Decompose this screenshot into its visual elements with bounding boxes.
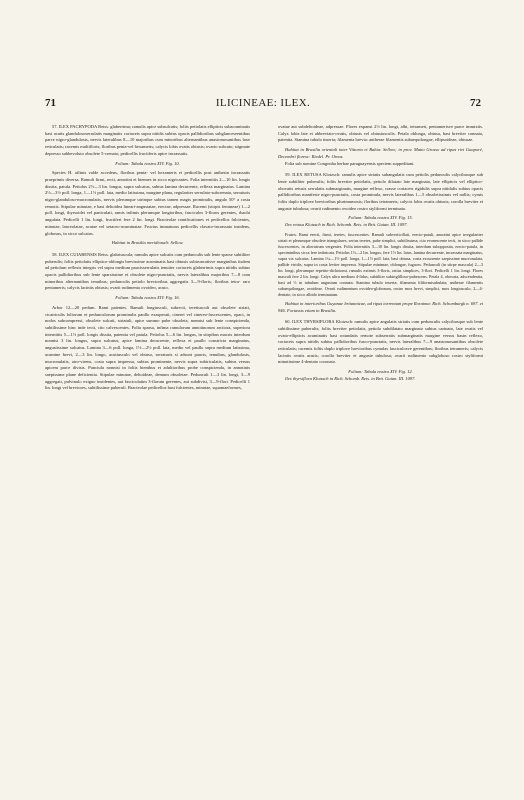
species-58-habitat: Habitat in Brasilia orientali inter Vittoria et Bahia: Sellow; in prov. Matto Grosso ad ripas rivi Guaporé, Decembri floresc: Riedel. Pr. Oreas. xyxy=(278,147,483,159)
species-60-citation: Ilex thyrsiflora Klotzsch in Rich. Schomb. Reis. in Brit. Guian. III. 1097. xyxy=(285,375,416,381)
species-57-plate-reference: Folium: Tabula nostra XIV. Fig. 10. xyxy=(115,160,180,166)
page-number-right: 72 xyxy=(470,97,481,109)
species-58-diagnosis: 58. ILEX CUIABENSIS Reiss. glabriuscula; ramulis apice sulcatis cum pedunculis sub lente sparse subtiliter puberulis; foliis petiolatis elliptico-oblongis brevissime acuminatis basi obtusis subtruncatisve marginibus iisdem ad petiolum reflexis integris vel supra medium paucisserrulatis tenuiter coriaceis glaberrimis supra nitidis subtus opacis pallidioribus sub lente sparsissime et obsolete nigro-punctatis, nervis lateralibus majoribus 7—8 cum minoribus alternantibus tenuibus; pedunculis petiolo brevioribus aggregatis 3—9-floris; floribus tetra- raro pentameris; calycis laciniis obtusis; ovarii rudimento ovoideo, acuto. xyxy=(45,251,250,291)
species-58-description: Arbor 12—20 pedum. Rami patentes. Ramuli longiusculi, subrecti, teretiusculi aut obsolete striati, cicatriculis foliorum et pedunculorum prominulis paullo exasperati, cinerei vel cinereo-fuscescentes, opaci, in nodos subcompressi, obsolete sulcati, striatuli, apice summo pube obsoleta, nonnisi sub lente conspicienda, subtilissime hinc inde tecti, cito calvescentes. Folia sparsa, infima ramulorum annotinorum arctiora, superiora internitiis 5—1½ poll. longis dissita, patentia vel patula. Petiolus 5—6 lin. longus, in stirpibus macris interdum nonnisi 3 lin. longus, supra sulcatus, apice lamina decurrente, reflexa et paullo constricta marginatus, angustissime sulcatus. Lamina 3—6 poll. longa, 1½—2½ poll. lata, medio vel paullo supra medium latissima, acumine brevi, 2—3 lin. longo, acutiusculo vel obtuso, serraturis si adsunt paucis, tenuibus, glandulosis, mucronulatis, atro-virens, costa supra impressa, subtus prominente, nervis supra subtriculatis, subtus versus apicem parce divisis. Punctula nonnisi in foliis bienibus et adultioribus probe conspicienda, in annotinis saepissime plane deficientia. Stipulae minutae, deltoideae, demum obsoletae. Pedunculi 1—3 lin. longi, 3—9 aggregati, pulvinulo exiguo insidentes, aut fasciculatim 3-florum gerentes, aut subdivisi, 3—9-flori. Pedicelli 1 lin. longi vel breviores, subtilissime puberuli. Bracteolae pedicellos basi fulcientes, minutae, squamaeformes, xyxy=(45,304,250,391)
page-number-left: 71 xyxy=(45,97,56,109)
species-59-plate-reference: Folium: Tabula nostra XIV. Fig. 15. xyxy=(348,215,413,221)
species-60-diagnosis: 60. ILEX THYRSIFLORA Klotzsch: ramulis apice angulatis striatis cum pedunculis calycibusque sub lente subtilissime puberulis; foliis breviter petiolatis, petiolo subdilatato marginato subtus carinato, late ovatis vel ovato-ellipticis acuminatis basi rotundatis remote subserratis submarginatis margine versus basin reflexo, coriaceis supra nitidis subtus pallidioribus fusco-punctatis, nervis lateralibus 7—9 anastomosantibus obsolete reticulatis; racemis foliis duplo triplove brevioribus cymulas fasciculosve gerentibus; floribus tetrameris; calycis laciniis ovatis acutis; corolla breviter et anguste tubulosa; ovarii rudimento subgloboso rostro styliformi minutissime 4-dentato coronato. xyxy=(278,319,483,365)
species-59-description: Frutex. Rami erecti, firmi, teretes, fuscescentes. Ramuli subverticillati, erecto-patuli, annotini apice irregulariter striati et plerumque obsolete triangulares, serius teretes, pube simplici, subtilissima, cito evanescente tecti, in sicco pallide fuscescentes, in alterutrum vergentes. Folia internitiis 3—10 lin. longis dissita, interdum subopposita, erecto-patula, in speciminibus sicca fere imbricata. Petiolus 1½—2 lin. longus, fere 1½ lin. latus, lamina decurrente, incrassata marginatus, supra vix sulcatus. Lamina 1¼—1½ poll. longa, 1—1½ poll. lata, basi obtusa, costa excurrente saepissime mucronulata, pallide viridis, supra in costa leviter impressa. Stipulae minimae, oblongae, fugaces. Pedunculi (in stirpe mascula) 2—3 lin. longi, plerumque repetito-dichotomi, ramulis extimis 3-floris, ratius simplices, 3-flori. Pedicelli 1 lin. longi. Flores masculi fere 2 lin. longi. Calyx ultra medium 4-fidus, subtiliter subtriglilloso-pubescens. Petala 4, obovata, adscendentia, basi ad ⅓ in tubulum angustum connata. Stamina tubulo inserta; filamenta filiformisubulata; antherae filamentis subaequilongae, ovoideae. Ovarii rudimentum ovoideo-globosum, rostro mox brevi, simplici, mox longiusculo, 2—4-dentato, in sicco albido terminatum. xyxy=(278,231,483,297)
species-57-description: Species H. affinis valde accedens, floribus penta- vel hexameris et pedicellis post anthesin incrassatis praeprimis diversa. Ramuli firmi, recti, annotini et biennes in sicco nigricantes. Folia internitiis 2—10 lin. longis dissita, patula. Petiolus 2½—3 lin. longus, supra sulcatus, subtus lamina decurrente, reflexa marginatus. Lamina 2½—3½ poll. longa, 1—1½ poll. lata, medio latissima, margine plana, regulariter serrulato-subcrenata, serraturis nigro-glanduloso-mucronulatis, nervis plerumque utrinque subtus tamen magis prominulis, angulo 50° a costa remotis. Stipulae minutae, e basi deltoidea lineari-angustatae, erectae, adpressae. Racemi (stirpis femineae) 1—2 poll. longi, thyrsoidei vel paniculati, ramis infimis plerumque longioribus, fasciculos 3-floros gerentes, rhachi angulata. Pedicelli 1 lin. longi, fructiferi fere 2 lin. longi. Bracteolae ramificationes et pedicellos fulcientes, minutae, lanceolatae, acutae vel setaceo-acuminatae. Fructus immaturus pedicellis clavato-incrassato insidens, globosus, in sicco sulcatus. xyxy=(45,170,250,236)
species-59-diagnosis: 59. ILEX RETUSA Klotzsch: ramulis apice striatis subangulatis cum petiolis pedunculis calycibusque sub lente subtiliter puberulis; foliis breviter petiolatis, petiolo dilatato late marginato, late ellipticis vel elliptico-obovatis retusis serrulatis submarginatis, margine reflexo, crasse coriaceis rigidulis supra nitidulis subtus opacis pallidioribus manifeste nigro-punctatis, costa prominula, nervis lateralibus 1—5 obsoletissimis vel nullis; cymis foliis duplo triplove brevioribus plurimumosis; floribus tetrameris; calycis lobis ovatis obtusis; corolla breviter et anguste tubulosa; ovarii rudimento ovoideo rostro styliformi terminato. xyxy=(278,172,483,211)
species-60-plate-reference: Folium: Tabula nostra XIV. Fig. 12. xyxy=(348,369,413,375)
species-58-description-cont: ovatae aut subdeltoideae, adpressae. Flores expansi 2½ lin. longi, albi, tetrameri, pentamerisve parce immixtis. Calyx lobis late et abbreviato-ovatis, obtusis vel obtusiusculis. Petala oblonga, obtusa, basi breviter connata, patentia. Stamina tubulo inserta; filamenta brevia: antherae filamentis subaequilongae, ellipsoideae, obtusae. xyxy=(278,124,483,143)
species-58-plate-reference: Folium: Tabula nostra XIV. Fig. 16. xyxy=(115,295,180,301)
species-58-note: Folia sub nomine Congonha herbae paraguayensis speciem suppeditant. xyxy=(285,160,415,166)
page-header xyxy=(45,97,481,111)
species-57-diagnosis: 57. ILEX PACHYPODA Reiss. glaberrima; ramulis apice subsulcatis; foliis petiolatis ellipticis subacuminatis basi acutis glandulososerrulatis marginatis coriaceis supra nitidis subtus opacis pallidioribus subglanceseentibus parce nigro-glandulosis, nervis lateralibus 8—10 majoribus cum minoribus alternantibus anastomosantibus laxe reticulatis; racemis multifloris; floribus penta-vel hexameris; calycis lobis ovatis obtusis; ovario subcato; stigmate depresso subbevoluto obsolete 5-crenato; pedicellis fructiferis apice incrassatis. xyxy=(45,124,250,156)
left-column xyxy=(45,124,250,392)
right-column xyxy=(278,124,483,383)
species-59-citation: Ilex retusa Klotzsch in Rich. Schomb. Reis. in Brit. Guian. III. 1097. xyxy=(285,222,408,228)
species-59-habitat: Habitat in interioribus Guyanae britannicae, ad ripas torrentum prope Roraima: Rich. Schomburgk n. 697. et 946. Fortassis etiam in Brasilia. xyxy=(278,300,483,313)
running-title: ILICINEAE: ILEX. xyxy=(215,97,311,109)
species-57-habitat: Habitat in Brasilia meridionali: Sellow. xyxy=(111,240,184,246)
